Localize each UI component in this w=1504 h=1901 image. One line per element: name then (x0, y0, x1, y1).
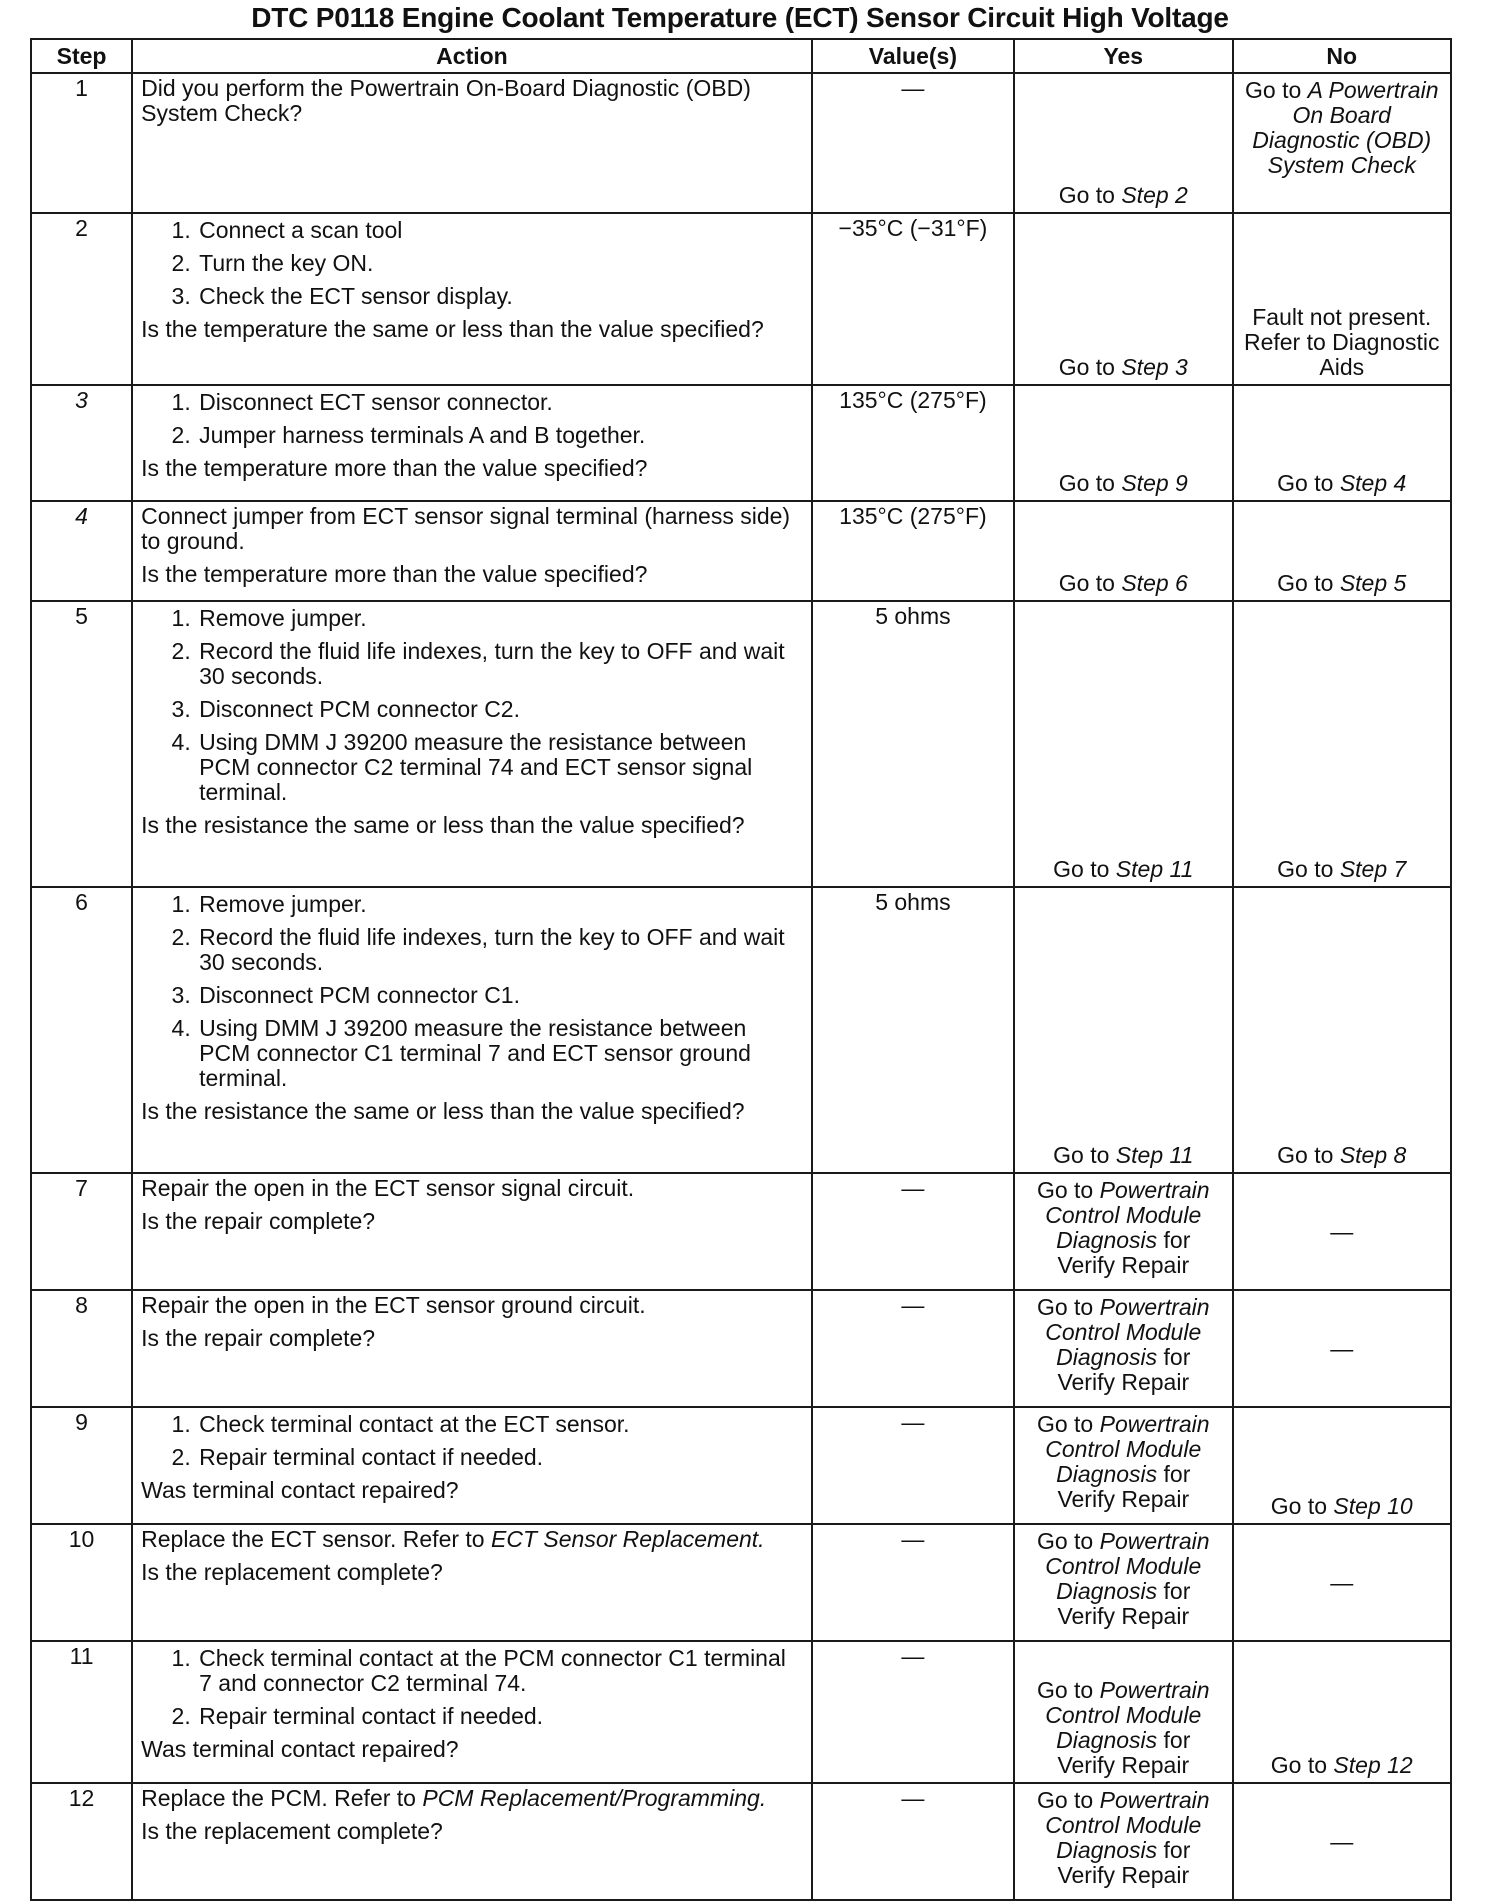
action-steps (141, 606, 803, 805)
no-cell (1233, 1641, 1452, 1783)
no-step-link[interactable]: Step 4 (1339, 470, 1407, 496)
header-no: No (1233, 39, 1452, 73)
diagnostic-table (30, 38, 1452, 1901)
action-question: Was terminal contact repaired? (141, 1477, 459, 1503)
yes-step-link[interactable]: Step 11 (1115, 856, 1194, 882)
action-step: 2. Record the fluid life indexes, turn the key to OFF and wait 30 seconds. (197, 925, 803, 975)
yes-cell (1014, 213, 1232, 385)
yes-cell (1014, 385, 1232, 501)
action-cell (132, 501, 812, 601)
action-step: 3. Disconnect PCM connector C2. (197, 697, 803, 722)
action-step: 3. Check the ECT sensor display. (197, 284, 803, 309)
value-cell: — (812, 1407, 1014, 1524)
yes-cell (1014, 601, 1232, 887)
value-cell: — (812, 1641, 1014, 1783)
action-step: 1. Remove jumper. (197, 606, 803, 631)
pcm-diagnosis-link[interactable]: Go to Powertrain Control Module Diagnosis for Verify Repair (1036, 1787, 1210, 1888)
no-ref-link[interactable]: A Powertrain On Board Diagnostic (OBD) System Check (1252, 77, 1439, 178)
yes-goto: Go to Step 2 (1058, 182, 1188, 208)
yes-cell (1014, 1783, 1232, 1900)
value-cell: 5 ohms (812, 601, 1014, 887)
header-step: Step (31, 39, 132, 73)
action-text: Repair the open in the ECT sensor ground circuit. (141, 1292, 646, 1318)
action-step: 2. Turn the key ON. (197, 251, 803, 276)
action-step: 1. Connect a scan tool (197, 218, 803, 243)
step-number: 10 (31, 1524, 132, 1641)
action-cell (132, 887, 812, 1173)
yes-cell (1014, 501, 1232, 601)
action-question: Is the temperature more than the value specified? (141, 561, 648, 587)
header-action: Action (132, 39, 812, 73)
value-cell: — (812, 73, 1014, 213)
step-number: 4 (31, 501, 132, 601)
no-step-link[interactable]: Step 10 (1333, 1493, 1413, 1519)
action-step: 2. Jumper harness terminals A and B together. (197, 423, 803, 448)
action-cell (132, 601, 812, 887)
yes-cell (1014, 1524, 1232, 1641)
no-dash: — (1330, 1218, 1354, 1244)
no-goto: Go to A Powertrain On Board Diagnostic (OBD) System Check (1245, 77, 1439, 178)
action-cell (132, 1407, 812, 1524)
no-dash: — (1330, 1569, 1354, 1595)
pcm-diagnosis-link[interactable]: Go to Powertrain Control Module Diagnosis for Verify Repair (1036, 1528, 1210, 1629)
page-title: DTC P0118 Engine Coolant Temperature (ECT) Sensor Circuit High Voltage (251, 2, 1229, 33)
no-text: Fault not present. Refer to Diagnostic Aids (1243, 304, 1440, 380)
action-step: 2. Repair terminal contact if needed. (197, 1704, 803, 1729)
table-row (31, 601, 1451, 887)
yes-step-link[interactable]: Step 3 (1121, 354, 1188, 380)
action-cell (132, 1641, 812, 1783)
value-cell: 135°C (275°F) (812, 385, 1014, 501)
action-step: 4. Using DMM J 39200 measure the resistance between PCM connector C1 terminal 7 and ECT sensor ground terminal. (197, 1016, 803, 1091)
no-cell (1233, 73, 1452, 213)
yes-goto: Go to Step 11 (1053, 856, 1194, 882)
value-cell: — (812, 1290, 1014, 1407)
no-dash: — (1330, 1335, 1354, 1361)
action-question: Is the replacement complete? (141, 1559, 443, 1585)
yes-goto: Go to Step 9 (1058, 470, 1188, 496)
step-number: 9 (31, 1407, 132, 1524)
no-cell (1233, 1290, 1452, 1407)
pcm-diagnosis-link[interactable]: Go to Powertrain Control Module Diagnosis for Verify Repair (1036, 1177, 1210, 1278)
pcm-replacement-link[interactable]: PCM Replacement/Programming. (422, 1785, 767, 1811)
action-text: Replace the PCM. Refer to PCM Replacement/Programming. (141, 1785, 767, 1811)
step-number: 3 (31, 385, 132, 501)
yes-cell (1014, 1407, 1232, 1524)
action-question: Was terminal contact repaired? (141, 1736, 459, 1762)
action-text: Connect jumper from ECT sensor signal terminal (harness side) to ground. (141, 503, 791, 554)
yes-goto: Go to Step 11 (1053, 1142, 1194, 1168)
no-goto: Go to Step 8 (1277, 1142, 1407, 1168)
action-question: Is the temperature more than the value specified? (141, 455, 648, 481)
action-question: Is the resistance the same or less than the value specified? (141, 1098, 745, 1124)
no-step-link[interactable]: Step 5 (1339, 570, 1407, 596)
value-cell: — (812, 1783, 1014, 1900)
action-question: Is the repair complete? (141, 1208, 376, 1234)
action-step: 1. Remove jumper. (197, 892, 803, 917)
table-row (31, 1407, 1451, 1524)
no-goto: Go to Step 7 (1277, 856, 1407, 882)
pcm-diagnosis-link[interactable]: Go to Powertrain Control Module Diagnosis for Verify Repair (1036, 1411, 1210, 1512)
header-yes: Yes (1014, 39, 1232, 73)
action-cell (132, 73, 812, 213)
value-cell: 135°C (275°F) (812, 501, 1014, 601)
no-cell (1233, 213, 1452, 385)
table-row (31, 385, 1451, 501)
no-cell (1233, 601, 1452, 887)
action-text: Did you perform the Powertrain On-Board Diagnostic (OBD) System Check? (141, 75, 751, 126)
action-steps (141, 1646, 803, 1729)
action-step: 2. Repair terminal contact if needed. (197, 1445, 803, 1470)
value-cell: −35°C (−31°F) (812, 213, 1014, 385)
action-question: Is the resistance the same or less than the value specified? (141, 812, 745, 838)
step-number: 12 (31, 1783, 132, 1900)
yes-cell (1014, 73, 1232, 213)
yes-cell (1014, 1290, 1232, 1407)
step-number: 5 (31, 601, 132, 887)
value-cell: 5 ohms (812, 887, 1014, 1173)
no-step-link[interactable]: Step 8 (1339, 1142, 1407, 1168)
step-number: 11 (31, 1641, 132, 1783)
no-cell (1233, 501, 1452, 601)
header-values: Value(s) (812, 39, 1014, 73)
action-steps (141, 1412, 803, 1470)
table-row (31, 213, 1451, 385)
no-goto: Go to Step 4 (1277, 470, 1407, 496)
no-step-link[interactable]: Step 7 (1339, 856, 1407, 882)
action-step: 2. Record the fluid life indexes, turn the key to OFF and wait 30 seconds. (197, 639, 803, 689)
action-step: 3. Disconnect PCM connector C1. (197, 983, 803, 1008)
action-cell (132, 385, 812, 501)
value-cell: — (812, 1524, 1014, 1641)
no-goto: Go to Step 10 (1270, 1493, 1413, 1519)
table-row (31, 1641, 1451, 1783)
header-row (31, 39, 1451, 73)
yes-goto: Go to Step 3 (1058, 354, 1188, 380)
yes-step-link[interactable]: Step 2 (1121, 182, 1188, 208)
action-question: Is the replacement complete? (141, 1818, 443, 1844)
no-dash: — (1330, 1828, 1354, 1854)
no-goto: Go to Step 5 (1277, 570, 1407, 596)
action-steps (141, 892, 803, 1091)
table-row (31, 1290, 1451, 1407)
no-cell (1233, 385, 1452, 501)
table-row (31, 1783, 1451, 1900)
yes-goto: Go to Step 6 (1058, 570, 1188, 596)
yes-cell (1014, 1173, 1232, 1290)
action-step: 1. Check terminal contact at the PCM connector C1 terminal 7 and connector C2 terminal 74. (197, 1646, 803, 1696)
action-cell (132, 1783, 812, 1900)
table-row (31, 73, 1451, 213)
action-text: Repair the open in the ECT sensor signal circuit. (141, 1175, 635, 1201)
step-number: 8 (31, 1290, 132, 1407)
no-goto: Go to Step 12 (1270, 1752, 1413, 1778)
action-step: 1. Check terminal contact at the ECT sensor. (197, 1412, 803, 1437)
action-steps (141, 390, 803, 448)
pcm-diagnosis-link[interactable]: Go to Powertrain Control Module Diagnosis for Verify Repair (1036, 1294, 1210, 1395)
step-number: 1 (31, 73, 132, 213)
yes-cell (1014, 887, 1232, 1173)
ect-sensor-replacement-link[interactable]: ECT Sensor Replacement. (491, 1526, 765, 1552)
yes-step-link[interactable]: Step 11 (1115, 1142, 1194, 1168)
no-cell (1233, 887, 1452, 1173)
action-cell (132, 1524, 812, 1641)
action-step: 4. Using DMM J 39200 measure the resistance between PCM connector C2 terminal 74 and ECT sensor signal terminal. (197, 730, 803, 805)
action-question: Is the repair complete? (141, 1325, 376, 1351)
action-cell (132, 1173, 812, 1290)
table-row (31, 501, 1451, 601)
no-cell (1233, 1524, 1452, 1641)
step-number: 6 (31, 887, 132, 1173)
action-question: Is the temperature the same or less than the value specified? (141, 316, 764, 342)
action-steps (141, 218, 803, 309)
no-cell (1233, 1173, 1452, 1290)
action-step: 1. Disconnect ECT sensor connector. (197, 390, 803, 415)
action-text: Replace the ECT sensor. Refer to ECT Sensor Replacement. (141, 1526, 765, 1552)
value-cell: — (812, 1173, 1014, 1290)
table-row (31, 1524, 1451, 1641)
yes-cell (1014, 1641, 1232, 1783)
pcm-diagnosis-link[interactable]: Go to Powertrain Control Module Diagnosis for Verify Repair (1036, 1677, 1210, 1778)
action-cell (132, 1290, 812, 1407)
action-cell (132, 213, 812, 385)
yes-step-link[interactable]: Step 9 (1121, 470, 1188, 496)
yes-step-link[interactable]: Step 6 (1121, 570, 1188, 596)
no-cell (1233, 1407, 1452, 1524)
table-row (31, 887, 1451, 1173)
no-step-link[interactable]: Step 12 (1333, 1752, 1413, 1778)
table-row (31, 1173, 1451, 1290)
no-cell (1233, 1783, 1452, 1900)
step-number: 2 (31, 213, 132, 385)
step-number: 7 (31, 1173, 132, 1290)
